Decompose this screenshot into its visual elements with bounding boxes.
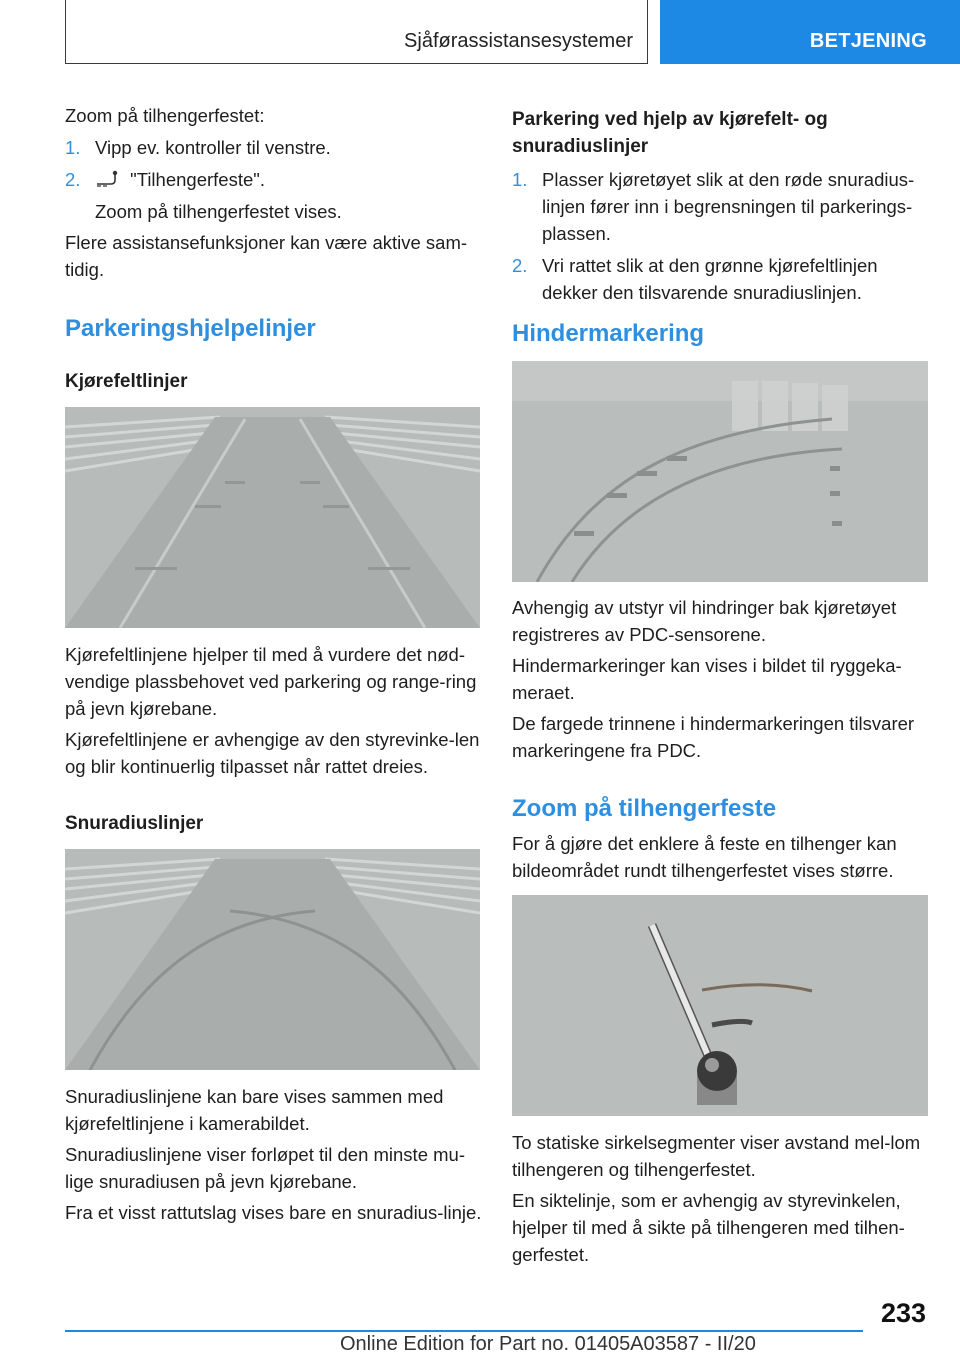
footer-edition: Online Edition for Part no. 01405A03587 - II/20 (340, 1333, 756, 1355)
subheading-parking-help: Parkering ved hjelp av kjørefelt- og snuradiuslinjer (512, 109, 828, 157)
paragraph: For å gjøre det enklere å feste en tilhenger kan bildeområdet rundt tilhengerfestet vises større. (512, 833, 897, 881)
figure-hitch-zoom (512, 895, 928, 1116)
heading-parking-lines: Parkeringshjelpelinjer (65, 315, 316, 342)
figure-obstacle-marking (512, 361, 928, 582)
trailer-hitch-icon (95, 168, 121, 186)
step-result-text: Zoom på tilhengerfestet vises. (95, 201, 342, 222)
list-text: "Tilhengerfeste". (130, 169, 265, 190)
right-column-top (512, 106, 932, 306)
zoom-text-block (512, 1129, 932, 1268)
header-chapter-label: BETJENING (809, 30, 927, 52)
list-number: 1. (65, 137, 81, 158)
list-text: Vri rattet slik at den grønne kjørefeltlinjen dekker den tilsvarende snuradiuslinjen. (542, 255, 878, 303)
paragraph: Kjørefeltlinjene er avhengige av den styrevinke-len og blir kontinuerlig tilpasset når rattet dreies. (65, 729, 480, 777)
heading-zoom-hitch: Zoom på tilhengerfeste (512, 795, 777, 822)
list-item (512, 252, 932, 306)
list-text: Vipp ev. kontroller til venstre. (95, 137, 331, 158)
footer-divider (65, 1330, 863, 1332)
running-header (65, 0, 648, 64)
list-number: 2. (512, 255, 528, 276)
list-item (65, 134, 485, 161)
subheading-turn-lines: Snuradiuslinjer (65, 813, 204, 834)
paragraph: Snuradiuslinjene kan bare vises sammen med kjørefeltlinjene i kamerabildet. (65, 1086, 444, 1134)
paragraph: Flere assistansefunksjoner kan være aktive sam-tidig. (65, 232, 468, 280)
header-section-title: Sjåførassistansesystemer (404, 30, 633, 52)
paragraph: Avhengig av utstyr vil hindringer bak kjøretøyet registreres av PDC-sensorene. (512, 597, 897, 645)
paragraph: Hindermarkeringer kan vises i bildet til ryggeka-meraet. (512, 655, 902, 703)
zoom-intro-block (512, 830, 932, 884)
figure-turn-radius-lines (65, 849, 480, 1070)
zoom-intro-text: Zoom på tilhengerfestet: (65, 105, 265, 126)
list-text: Plasser kjøretøyet slik at den røde snuradius-linjen fører inn i begrensningen til parkerings-plassen. (542, 169, 915, 244)
lane-text-block (65, 641, 485, 780)
paragraph: Snuradiuslinjene viser forløpet til den minste mu-lige snuradiusen på jevn kjørebane. (65, 1144, 465, 1192)
obstacle-text-block (512, 594, 932, 764)
paragraph: To statiske sirkelsegmenter viser avstand mel-lom tilhengeren og tilhengerfestet. (512, 1132, 921, 1180)
header-chapter-tab (660, 0, 960, 64)
list-item (512, 166, 932, 247)
paragraph: En siktelinje, som er avhengig av styrevinkelen, hjelper til med å sikte på tilhengeren med tilhen-gerfestet. (512, 1190, 905, 1265)
list-number: 2. (65, 169, 81, 190)
list-item (65, 166, 485, 193)
subheading-lane-lines: Kjørefeltlinjer (65, 371, 188, 392)
paragraph: De fargede trinnene i hindermarkeringen tilsvarer markeringene fra PDC. (512, 713, 915, 761)
turn-text-block (65, 1083, 485, 1226)
left-column (65, 102, 485, 283)
heading-obstacle-marking: Hindermarkering (512, 320, 705, 347)
figure-lane-lines (65, 407, 480, 628)
list-number: 1. (512, 169, 528, 190)
paragraph: Kjørefeltlinjene hjelper til med å vurdere det nød-vendige plassbehovet ved parkering og range-ring på jevn kjørebane. (65, 644, 477, 719)
paragraph: Fra et visst rattutslag vises bare en snuradius-linje. (65, 1202, 482, 1223)
page-number: 233 (880, 1298, 926, 1328)
